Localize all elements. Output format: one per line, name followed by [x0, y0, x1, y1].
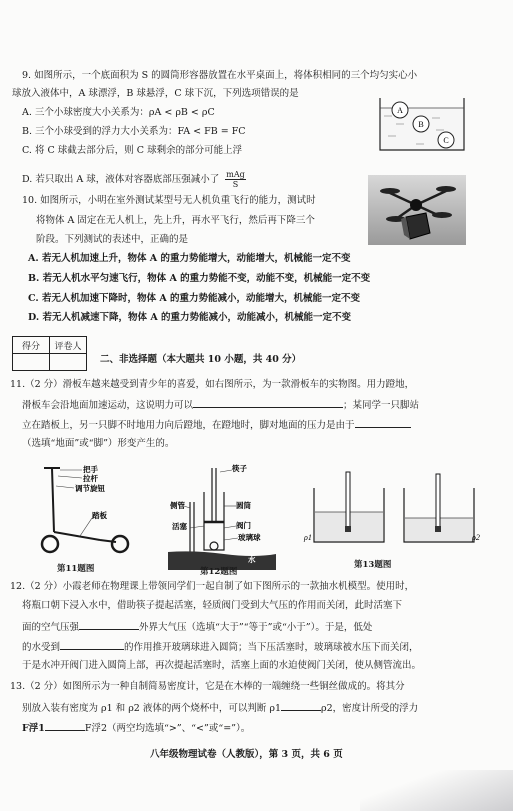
handle-label: 把手	[83, 465, 98, 474]
q10-option-b: B. 若无人机水平匀速飞行，物体 A 的重力势能不变，动能不变，机械能一定不变	[28, 273, 371, 284]
scan-shadow	[360, 770, 513, 811]
score-cell	[13, 354, 50, 371]
rho2-label: ρ2	[472, 533, 480, 542]
deck-label: 踏板	[92, 511, 107, 520]
section-two-heading: 二、非选择题（本大题共 10 小题，共 40 分）	[100, 354, 302, 365]
ball-b-label: B	[418, 120, 424, 129]
q10-stem-line2: 将物体 A 固定在无人机上，先上升，再水平飞行，然后再下降三个	[36, 215, 315, 226]
q9-option-c: C. 将 C 球截去部分后，则 C 球剩余的部分可能上浮	[22, 145, 243, 156]
q12-line2: 将瓶口朝下浸入水中，借助筷子提起活塞，轻质阀门受到大气压的作用而关闭，此时活塞下	[22, 600, 403, 611]
knob-label: 调节旋钮	[75, 484, 105, 493]
drone-photo	[368, 175, 466, 245]
q12-line3-tail: 外界大气压（选填“大于”“等于”或“小于”）。于是，低处	[139, 622, 373, 633]
q9-option-d-text: D. 若只取出 A 球，液体对容器底部压强减小了	[22, 174, 220, 185]
q12-line4	[22, 640, 419, 654]
q12-line3-text: 面的空气压强	[22, 622, 80, 633]
fig11-caption: 第11题图	[57, 564, 95, 574]
page-footer: 八年级物理试卷（人教版），第 3 页，共 6 页	[150, 749, 343, 760]
q11-line3	[22, 418, 411, 432]
q9-fraction-numerator: mAg	[226, 170, 245, 179]
ball-a-label: A	[397, 106, 403, 115]
brake-label: 拉杆	[83, 474, 98, 483]
q13-line2	[22, 701, 418, 715]
q13-blank-2[interactable]	[45, 721, 85, 731]
rho1-label: ρ1	[304, 533, 312, 542]
side-tube-label: 侧管	[170, 501, 185, 510]
q13-f1-label: F浮1	[22, 723, 45, 734]
q12-line3	[22, 620, 372, 634]
fig12-caption: 第12题图	[200, 567, 238, 577]
q10-option-a: A. 若无人机加速上升，物体 A 的重力势能增大，动能增大，机械能一定不变	[28, 253, 351, 264]
q11-blank-2[interactable]	[355, 418, 411, 428]
ball-c-label: C	[443, 136, 449, 145]
cylinder-label: 圆筒	[236, 501, 251, 510]
q9-option-a: A. 三个小球密度大小关系为：ρA < ρB < ρC	[22, 107, 215, 118]
q10-stem-line3: 阶段。下列测试的表述中，正确的是	[36, 234, 189, 245]
density-meter-figure	[300, 468, 486, 548]
q9-container-figure	[376, 96, 468, 152]
q13-line2-tail: ρ2，密度计所受的浮力	[321, 703, 419, 714]
q12-line4-text: 的水受到	[22, 642, 61, 653]
q11-line2	[22, 398, 419, 412]
chopsticks-label: 筷子	[232, 464, 247, 473]
pump-figure	[164, 462, 280, 570]
q9-stem-line1: 9. 如图所示，一个底面积为 S 的圆筒形容器放置在水平桌面上，将体积相同的三个均匀实心小	[22, 70, 418, 81]
q13-line3-tail: F浮2（两空均选填“>”、“<”或“=”）。	[84, 723, 251, 734]
piston-label: 活塞	[172, 522, 187, 531]
q10-option-d: D. 若无人机减速下降，物体 A 的重力势能减小，动能减小，机械能一定不变	[28, 312, 352, 323]
q11-line4: （选填“地面”或“脚”）形变产生的。	[22, 438, 175, 449]
q13-blank-1[interactable]	[281, 701, 321, 711]
score-table	[12, 336, 87, 371]
q12-line4-tail: 的作用推开玻璃球进入圆筒；当下压活塞时，玻璃球被水压下而关闭，	[124, 642, 419, 653]
q13-line3	[22, 721, 250, 735]
q9-fraction-denominator: S	[232, 180, 239, 189]
water-label: 水	[248, 555, 256, 564]
fig13-caption: 第13题图	[354, 560, 392, 570]
q12-line5: 于是水冲开阀门进入圆筒上部，再次提起活塞时，活塞上面的水迫使阀门关闭，使从侧管流出。	[22, 660, 422, 671]
q12-line1: 12.（2 分）小霞老师在物理课上带领同学们一起自制了如下图所示的一款抽水机模型。使用时，	[10, 581, 415, 592]
q9-option-d	[22, 170, 246, 189]
q12-blank-1[interactable]	[79, 620, 139, 630]
scooter-figure	[30, 462, 140, 562]
grader-cell	[50, 354, 87, 371]
q11-line2-tail: ；某同学一只脚站	[343, 400, 420, 411]
q11-line3-text: 立在踏板上，另一只脚不时地用力向后蹬地，在蹬地时，脚对地面的压力是由于	[22, 420, 355, 431]
q11-line1: 11.（2 分）滑板车越来越受到青少年的喜爱，如右图所示，为一款滑板车的实物图。用力蹬地，	[10, 379, 415, 390]
q13-line2-text: 别放入装有密度为 ρ1 和 ρ2 液体的两个烧杯中，可以判断 ρ1	[22, 703, 281, 714]
grader-label: 评卷人	[50, 337, 87, 354]
q13-line1: 13.（2 分）如图所示为一种自制简易密度计，它是在木棒的一端缠绕一些铜丝做成的。将其分	[10, 681, 405, 692]
q9-stem-line2: 球放入液体中，A 球漂浮，B 球悬浮，C 球下沉，下列选项错误的是	[12, 88, 299, 99]
q10-option-c: C. 若无人机加速下降时，物体 A 的重力势能减小，动能增大，机械能一定不变	[28, 293, 360, 304]
glass-ball-label: 玻璃球	[238, 533, 261, 542]
q11-line2-text: 滑板车会沿地面加速运动，这说明力可以	[22, 400, 194, 411]
q11-blank-1[interactable]	[193, 398, 343, 408]
q9-option-b: B. 三个小球受到的浮力大小关系为：FA < FB = FC	[22, 126, 246, 137]
valve-label: 阀门	[236, 521, 251, 530]
q9-fraction	[225, 170, 245, 189]
score-label: 得分	[13, 337, 50, 354]
q12-blank-2[interactable]	[60, 640, 124, 650]
q10-stem-line1: 10. 如图所示，小明在室外测试某型号无人机负重飞行的能力，测试时	[22, 195, 316, 206]
